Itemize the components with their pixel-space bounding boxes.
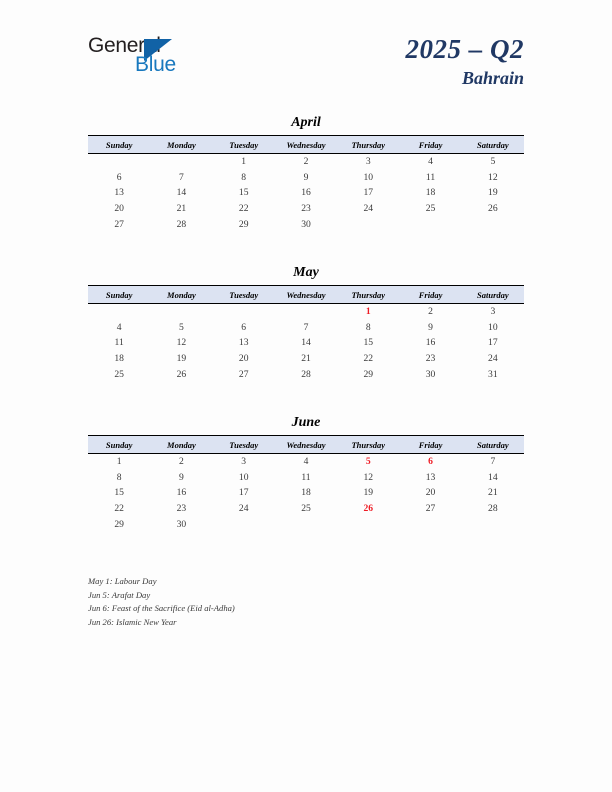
calendar-day[interactable]: 16 <box>301 187 311 199</box>
weekday-header-row <box>88 436 524 454</box>
calendar-day[interactable]: 13 <box>425 471 436 483</box>
calendar-day[interactable]: 18 <box>425 187 436 199</box>
calendar-day[interactable]: 27 <box>238 368 249 380</box>
calendar-day[interactable]: 2 <box>428 306 433 318</box>
calendar-day[interactable]: 19 <box>488 187 498 199</box>
calendar-day[interactable]: 24 <box>488 353 498 365</box>
calendar-day[interactable]: 29 <box>363 368 374 380</box>
calendar-day[interactable]: 23 <box>176 503 187 515</box>
calendar-day[interactable]: 3 <box>241 456 247 468</box>
calendar-day[interactable]: 30 <box>425 368 436 380</box>
brand-name-blue: Blue <box>135 53 176 76</box>
weekday-header-thursday: Thursday <box>337 286 399 304</box>
calendar-day[interactable]: 27 <box>425 503 436 515</box>
calendar-day[interactable]: 24 <box>238 503 249 515</box>
calendar-day[interactable]: 17 <box>488 337 498 349</box>
calendar-day[interactable]: 12 <box>488 171 498 183</box>
calendar-day-empty <box>462 516 524 532</box>
calendar-day[interactable]: 10 <box>363 171 374 183</box>
weekday-header-saturday: Saturday <box>462 286 524 304</box>
weekday-header-thursday: Thursday <box>337 436 399 454</box>
calendar-day[interactable]: 14 <box>488 471 498 483</box>
calendar-day[interactable]: 6 <box>116 171 122 183</box>
calendar-week-row <box>88 320 524 336</box>
calendar-day[interactable]: 18 <box>114 353 124 365</box>
calendar-day[interactable]: 11 <box>114 337 124 349</box>
legend-item: Jun 26: Islamic New Year <box>88 616 177 627</box>
calendar-day[interactable]: 30 <box>176 518 187 530</box>
calendar-day-holiday[interactable]: 6 <box>428 456 433 468</box>
calendar-day[interactable]: 15 <box>363 337 374 349</box>
calendar-day[interactable]: 25 <box>425 203 436 215</box>
weekday-header-wednesday: Wednesday <box>275 136 337 154</box>
legend-item: Jun 6: Feast of the Sacrifice (Eid al-Adha) <box>88 603 235 614</box>
weekday-header-sunday: Sunday <box>88 136 150 154</box>
calendar-day-holiday[interactable]: 1 <box>365 306 371 318</box>
calendar-day[interactable]: 24 <box>363 203 374 215</box>
calendar-day[interactable]: 8 <box>241 171 247 183</box>
calendar-day-empty <box>337 216 399 232</box>
weekday-header-friday: Friday <box>399 286 461 304</box>
weekday-header-saturday: Saturday <box>462 136 524 154</box>
calendar-day[interactable]: 13 <box>238 337 249 349</box>
calendar-day[interactable]: 22 <box>238 203 249 215</box>
calendar-week-row <box>88 154 524 170</box>
calendar-table <box>88 285 524 382</box>
weekday-header-monday: Monday <box>150 286 212 304</box>
calendar-day[interactable]: 29 <box>238 218 249 230</box>
calendar-day[interactable]: 26 <box>488 203 498 215</box>
calendar-day-empty <box>150 304 212 320</box>
brand-name-general: General <box>88 34 161 57</box>
month-name: April <box>291 115 321 130</box>
weekday-header-sunday: Sunday <box>88 286 150 304</box>
weekday-header-row <box>88 286 524 304</box>
calendar-day[interactable]: 7 <box>179 171 184 183</box>
calendar-day-holiday[interactable]: 5 <box>365 456 371 468</box>
calendar-day[interactable]: 2 <box>179 456 184 468</box>
calendar-day[interactable]: 14 <box>176 187 187 199</box>
calendar-day[interactable]: 9 <box>428 321 433 333</box>
calendar-day[interactable]: 22 <box>114 503 124 515</box>
weekday-header-sunday: Sunday <box>88 436 150 454</box>
calendar-week-row <box>88 185 524 201</box>
calendar-day[interactable]: 19 <box>176 353 187 365</box>
calendar-day-empty <box>213 304 275 320</box>
calendar-day[interactable]: 15 <box>238 187 249 199</box>
calendar-day-holiday[interactable]: 26 <box>363 503 374 515</box>
calendar-day[interactable]: 20 <box>114 203 124 215</box>
calendar-day-empty <box>275 516 337 532</box>
calendar-day-empty <box>275 304 337 320</box>
calendar-day[interactable]: 20 <box>425 487 436 499</box>
weekday-header-tuesday: Tuesday <box>213 436 275 454</box>
calendar-day[interactable]: 3 <box>490 306 496 318</box>
calendar-day[interactable]: 9 <box>179 471 184 483</box>
calendar-day-empty <box>150 154 212 170</box>
calendar-day[interactable]: 21 <box>301 353 311 365</box>
calendar-day[interactable]: 19 <box>363 487 374 499</box>
calendar-day[interactable]: 12 <box>176 337 187 349</box>
calendar-day[interactable]: 5 <box>490 156 496 168</box>
calendar-day[interactable]: 4 <box>116 321 122 333</box>
calendar-day-empty <box>337 516 399 532</box>
calendar-day[interactable]: 21 <box>176 203 187 215</box>
calendar-day[interactable]: 17 <box>363 187 374 199</box>
brand-logo[interactable] <box>88 34 288 78</box>
calendar-day[interactable]: 11 <box>425 171 436 183</box>
calendar-table <box>88 435 524 532</box>
calendar-table <box>88 135 524 232</box>
calendar-week-row <box>88 304 524 320</box>
weekday-header-saturday: Saturday <box>462 436 524 454</box>
calendar-week-row <box>88 454 524 470</box>
calendar-day[interactable]: 11 <box>301 471 311 483</box>
calendar-day[interactable]: 1 <box>116 456 122 468</box>
calendar-week-row <box>88 470 524 486</box>
weekday-header-tuesday: Tuesday <box>213 136 275 154</box>
weekday-header-row <box>88 136 524 154</box>
weekday-header-friday: Friday <box>399 136 461 154</box>
calendar-day[interactable]: 30 <box>301 218 311 230</box>
page-title <box>406 33 525 89</box>
legend-item: Jun 5: Arafat Day <box>88 589 151 600</box>
calendar-day[interactable]: 17 <box>238 487 249 499</box>
calendar-day[interactable]: 20 <box>238 353 249 365</box>
calendar-day[interactable]: 28 <box>176 218 187 230</box>
calendar-day[interactable]: 25 <box>114 368 124 380</box>
calendar-day[interactable]: 27 <box>114 218 124 230</box>
weekday-header-friday: Friday <box>399 436 461 454</box>
calendar-day[interactable]: 22 <box>363 353 374 365</box>
weekday-header-wednesday: Wednesday <box>275 436 337 454</box>
calendar-day[interactable]: 23 <box>301 203 311 215</box>
calendar-day[interactable]: 26 <box>176 368 187 380</box>
calendar-day[interactable]: 16 <box>425 337 436 349</box>
country-title: Bahrain <box>461 68 524 88</box>
calendar-day[interactable]: 10 <box>238 471 249 483</box>
holiday-legend <box>88 575 508 629</box>
calendar-day[interactable]: 7 <box>490 456 496 468</box>
calendar-week-row <box>88 335 524 351</box>
month-block-june <box>88 413 524 532</box>
calendar-day[interactable]: 6 <box>241 321 247 333</box>
weekday-header-monday: Monday <box>150 136 212 154</box>
calendar-day[interactable]: 9 <box>303 171 309 183</box>
calendar-day-empty <box>399 516 461 532</box>
calendar-week-row <box>88 201 524 217</box>
quarter-title: 2025 – Q2 <box>405 34 524 64</box>
calendar-day[interactable]: 12 <box>363 471 374 483</box>
calendar-week-row <box>88 351 524 367</box>
calendar-week-row <box>88 516 524 532</box>
calendar-day[interactable]: 3 <box>365 156 371 168</box>
calendar-day[interactable]: 28 <box>301 368 311 380</box>
calendar-day[interactable]: 16 <box>176 487 187 499</box>
calendar-day[interactable]: 21 <box>488 487 498 499</box>
calendar-day[interactable]: 29 <box>114 518 124 530</box>
month-block-april <box>88 113 524 232</box>
month-block-may <box>88 263 524 382</box>
calendar-week-row <box>88 501 524 517</box>
calendar-day[interactable]: 14 <box>301 337 311 349</box>
calendar-day-empty <box>213 516 275 532</box>
calendar-day[interactable]: 23 <box>425 353 436 365</box>
calendar-day[interactable]: 4 <box>303 456 309 468</box>
calendar-day-empty <box>399 216 461 232</box>
month-name: May <box>293 265 319 280</box>
calendar-week-row <box>88 366 524 382</box>
calendar-day[interactable]: 18 <box>301 487 311 499</box>
calendar-week-row <box>88 485 524 501</box>
weekday-header-tuesday: Tuesday <box>213 286 275 304</box>
calendar-day-empty <box>88 154 150 170</box>
calendar-day-empty <box>88 304 150 320</box>
calendar-week-row <box>88 216 524 232</box>
calendar-day[interactable]: 13 <box>114 187 124 199</box>
calendar-day[interactable]: 4 <box>428 156 433 168</box>
calendar-day[interactable]: 5 <box>179 321 184 333</box>
legend-item: May 1: Labour Day <box>88 576 157 586</box>
calendar-day[interactable]: 15 <box>114 487 124 499</box>
calendar-day[interactable]: 8 <box>365 321 371 333</box>
calendar-day[interactable]: 1 <box>241 156 247 168</box>
month-name: June <box>291 415 321 430</box>
calendar-week-row <box>88 170 524 186</box>
calendar-day[interactable]: 8 <box>116 471 122 483</box>
calendar-day[interactable]: 10 <box>488 321 498 333</box>
calendar-day[interactable]: 28 <box>488 503 498 515</box>
calendar-day[interactable]: 25 <box>301 503 311 515</box>
calendar-day[interactable]: 31 <box>488 368 498 380</box>
weekday-header-thursday: Thursday <box>337 136 399 154</box>
calendar-day[interactable]: 2 <box>303 156 309 168</box>
weekday-header-wednesday: Wednesday <box>275 286 337 304</box>
weekday-header-monday: Monday <box>150 436 212 454</box>
calendar-day[interactable]: 7 <box>303 321 309 333</box>
calendar-day-empty <box>462 216 524 232</box>
